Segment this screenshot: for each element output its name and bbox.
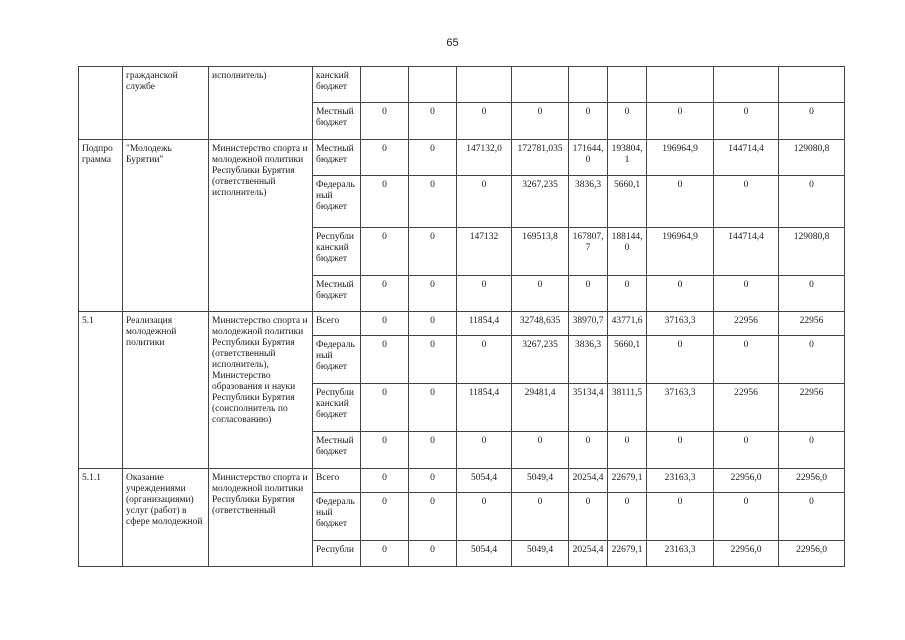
value-cell: 0: [361, 176, 409, 228]
value-cell: 0: [779, 103, 845, 140]
table-row: [79, 67, 845, 103]
value-cell: 0: [779, 176, 845, 228]
value-cell: 0: [779, 493, 845, 541]
funding-source-cell: Местный бюджет: [313, 276, 361, 312]
value-cell: 37163,3: [647, 384, 714, 432]
value-cell: 169513,8: [512, 228, 569, 276]
value-cell: 3267,235: [512, 176, 569, 228]
value-cell: 5054,4: [457, 541, 512, 567]
value-cell: 0: [714, 103, 779, 140]
value-cell: 35134,4: [569, 384, 608, 432]
value-cell: 144714,4: [714, 140, 779, 176]
value-cell: 0: [647, 336, 714, 384]
value-cell: 0: [647, 493, 714, 541]
table-row: [79, 312, 845, 336]
value-cell: 0: [512, 432, 569, 469]
value-cell: 0: [361, 312, 409, 336]
value-cell: 129080,8: [779, 228, 845, 276]
value-cell: [409, 67, 457, 103]
funding-source-cell: канский бюджет: [313, 67, 361, 103]
funding-source-cell: Всего: [313, 312, 361, 336]
value-cell: 0: [409, 312, 457, 336]
value-cell: 0: [457, 276, 512, 312]
value-cell: 22956,0: [714, 541, 779, 567]
funding-source-cell: Республи: [313, 541, 361, 567]
value-cell: [647, 67, 714, 103]
value-cell: 147132: [457, 228, 512, 276]
table-row: [79, 140, 845, 176]
value-cell: 0: [569, 103, 608, 140]
value-cell: 0: [779, 336, 845, 384]
value-cell: 0: [512, 276, 569, 312]
value-cell: 147132,0: [457, 140, 512, 176]
program-name-cell: "Молодежь Бурятии": [123, 140, 209, 312]
value-cell: 38111,5: [608, 384, 647, 432]
value-cell: 0: [361, 103, 409, 140]
value-cell: 0: [569, 276, 608, 312]
value-cell: 0: [457, 176, 512, 228]
value-cell: [779, 67, 845, 103]
value-cell: 0: [608, 493, 647, 541]
value-cell: 38970,7: [569, 312, 608, 336]
value-cell: 0: [409, 432, 457, 469]
value-cell: 0: [409, 176, 457, 228]
value-cell: 0: [361, 493, 409, 541]
value-cell: 22956,0: [779, 541, 845, 567]
value-cell: 22956: [779, 312, 845, 336]
value-cell: 0: [608, 103, 647, 140]
program-number-cell: Подпро грамма: [79, 140, 123, 312]
value-cell: 5660,1: [608, 336, 647, 384]
value-cell: 37163,3: [647, 312, 714, 336]
value-cell: 5660,1: [608, 176, 647, 228]
value-cell: 22679,1: [608, 469, 647, 493]
value-cell: 0: [409, 103, 457, 140]
value-cell: 22956: [779, 384, 845, 432]
value-cell: 0: [647, 176, 714, 228]
value-cell: [457, 67, 512, 103]
value-cell: 0: [409, 541, 457, 567]
value-cell: 43771,6: [608, 312, 647, 336]
budget-table: [78, 66, 845, 567]
value-cell: 0: [409, 228, 457, 276]
value-cell: 0: [714, 336, 779, 384]
value-cell: [569, 67, 608, 103]
value-cell: 22956: [714, 384, 779, 432]
value-cell: 22956,0: [714, 469, 779, 493]
value-cell: 0: [361, 541, 409, 567]
value-cell: 171644,0: [569, 140, 608, 176]
value-cell: 22956: [714, 312, 779, 336]
value-cell: 3267,235: [512, 336, 569, 384]
executor-cell: Министерство спорта и молодежной политики Республики Бурятия (ответственный исполнитель), Министерство образования и науки Республики Бурятия (соисполнитель по согласованию): [209, 312, 313, 469]
value-cell: 29481,4: [512, 384, 569, 432]
value-cell: 0: [409, 336, 457, 384]
value-cell: 167807,7: [569, 228, 608, 276]
value-cell: 0: [512, 103, 569, 140]
value-cell: 0: [647, 432, 714, 469]
funding-source-cell: Федераль ный бюджет: [313, 493, 361, 541]
executor-cell: исполнитель): [209, 67, 313, 140]
program-name-cell: Реализация молодежной политики: [123, 312, 209, 469]
value-cell: 0: [512, 493, 569, 541]
value-cell: [608, 67, 647, 103]
value-cell: 0: [779, 432, 845, 469]
program-name-cell: гражданской службе: [123, 67, 209, 140]
value-cell: 0: [608, 276, 647, 312]
value-cell: 0: [409, 493, 457, 541]
table-row: [79, 469, 845, 493]
value-cell: 0: [409, 140, 457, 176]
value-cell: 23163,3: [647, 469, 714, 493]
value-cell: 0: [569, 493, 608, 541]
value-cell: [714, 67, 779, 103]
value-cell: 144714,4: [714, 228, 779, 276]
value-cell: 20254,4: [569, 469, 608, 493]
value-cell: 5049,4: [512, 541, 569, 567]
value-cell: 0: [647, 103, 714, 140]
funding-source-cell: Местный бюджет: [313, 432, 361, 469]
value-cell: [512, 67, 569, 103]
program-name-cell: Оказание учреждениями (организациями) услуг (работ) в сфере молодежной: [123, 469, 209, 567]
value-cell: 0: [457, 432, 512, 469]
value-cell: 20254,4: [569, 541, 608, 567]
value-cell: 0: [714, 176, 779, 228]
value-cell: 0: [409, 276, 457, 312]
value-cell: [361, 67, 409, 103]
funding-source-cell: Местный бюджет: [313, 103, 361, 140]
value-cell: 0: [457, 103, 512, 140]
value-cell: 0: [361, 432, 409, 469]
executor-cell: Министерство спорта и молодежной политики Республики Бурятия (ответственный исполнитель): [209, 140, 313, 312]
value-cell: 0: [457, 336, 512, 384]
funding-source-cell: Федераль ный бюджет: [313, 336, 361, 384]
value-cell: 3836,3: [569, 176, 608, 228]
value-cell: 5054,4: [457, 469, 512, 493]
value-cell: 0: [361, 336, 409, 384]
program-number-cell: [79, 67, 123, 140]
value-cell: 0: [361, 228, 409, 276]
value-cell: 196964,9: [647, 140, 714, 176]
value-cell: 196964,9: [647, 228, 714, 276]
value-cell: 129080,8: [779, 140, 845, 176]
value-cell: 0: [361, 276, 409, 312]
value-cell: 0: [779, 276, 845, 312]
value-cell: 0: [457, 493, 512, 541]
value-cell: 23163,3: [647, 541, 714, 567]
value-cell: 193804,1: [608, 140, 647, 176]
value-cell: 0: [361, 384, 409, 432]
value-cell: 0: [714, 276, 779, 312]
value-cell: 0: [714, 493, 779, 541]
value-cell: 0: [409, 469, 457, 493]
page-number: 65: [446, 37, 459, 49]
program-number-cell: 5.1.1: [79, 469, 123, 567]
value-cell: 32748,635: [512, 312, 569, 336]
executor-cell: Министерство спорта и молодежной политики Республики Бурятия (ответственный: [209, 469, 313, 567]
value-cell: 0: [409, 384, 457, 432]
value-cell: 172781,035: [512, 140, 569, 176]
funding-source-cell: Федераль ный бюджет: [313, 176, 361, 228]
value-cell: 5049,4: [512, 469, 569, 493]
value-cell: 22956,0: [779, 469, 845, 493]
value-cell: 0: [569, 432, 608, 469]
value-cell: 3836,3: [569, 336, 608, 384]
value-cell: 11854,4: [457, 384, 512, 432]
value-cell: 22679,1: [608, 541, 647, 567]
value-cell: 188144,0: [608, 228, 647, 276]
funding-source-cell: Всего: [313, 469, 361, 493]
value-cell: 0: [647, 276, 714, 312]
value-cell: 0: [608, 432, 647, 469]
value-cell: 11854,4: [457, 312, 512, 336]
value-cell: 0: [714, 432, 779, 469]
program-number-cell: 5.1: [79, 312, 123, 469]
value-cell: 0: [361, 140, 409, 176]
funding-source-cell: Республи канский бюджет: [313, 228, 361, 276]
funding-source-cell: Местный бюджет: [313, 140, 361, 176]
funding-source-cell: Республи канский бюджет: [313, 384, 361, 432]
value-cell: 0: [361, 469, 409, 493]
